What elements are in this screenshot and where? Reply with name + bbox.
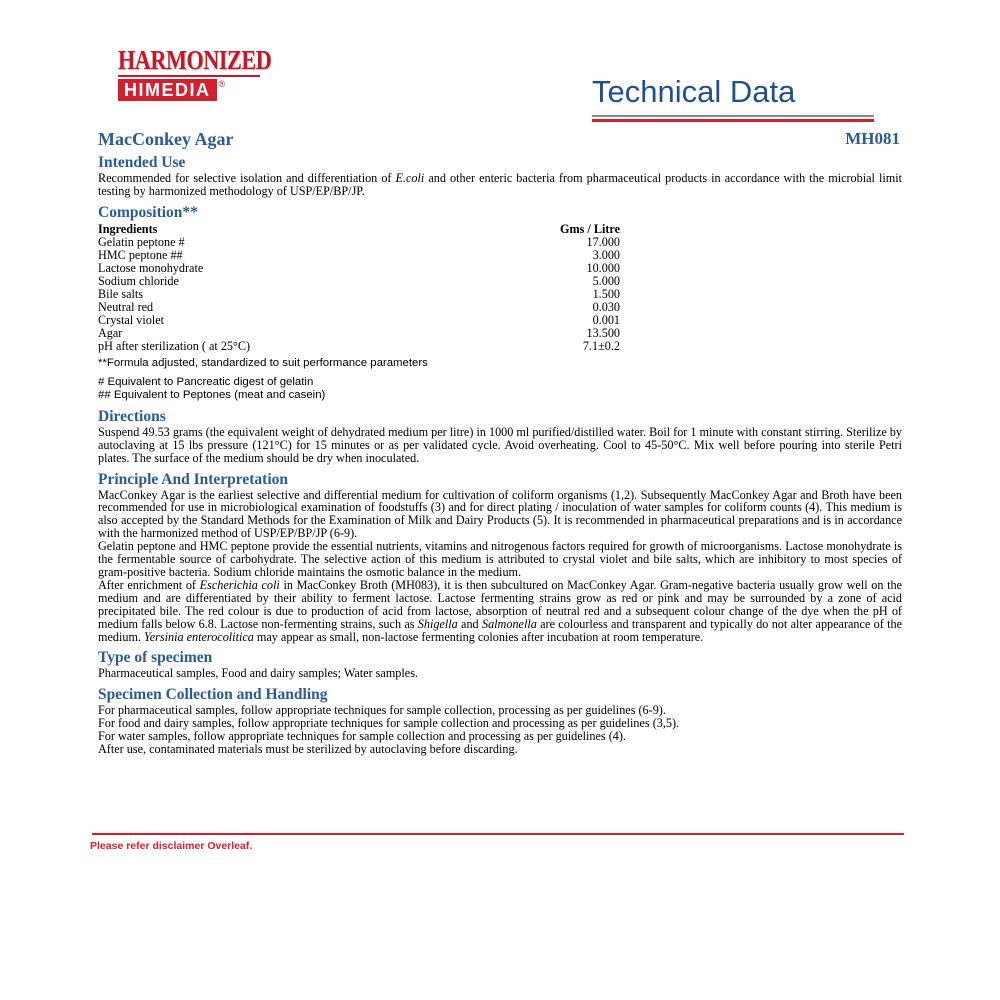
section-heading: Directions: [98, 407, 166, 425]
formula-note: **Formula adjusted, standardized to suit performance parameters: [98, 356, 428, 369]
header-rule-red: [592, 119, 874, 122]
principle-paragraph-3: After enrichment of Escherichia coli in MacConkey Broth (MH083), it is then subcultured on MacConkey Agar. Gram-negative bacteria usually grow well on the medium and are differentiated by their ability to ferment lactose. Lactose fermenting strains grow as red or pink and may be surrounded by a zone of acid precipitated bile. The red colour is due to production of acid from lactose, absorption of neutral red and a subsequent colour change of the dye when the pH of medium falls below 6.8. Lactose non-fermenting strains, such as Shigella and Salmonella are colourless and transparent and typically do not alter appearance of the medium. Yersinia enterocolitica may appear as small, non-lactose fermenting colonies after incubation at room temperature.: [98, 577, 902, 644]
product-code: MH081: [845, 129, 900, 148]
table-row: pH after sterilization ( at 25°C) 7.1±0.2: [98, 338, 620, 353]
collection-line-4: After use, contaminated materials must be sterilized by autoclaving before discarding.: [98, 742, 518, 757]
table-header-row: [98, 222, 620, 236]
section-heading: Composition**: [98, 203, 198, 221]
table-row: Crystal violet 0.001: [98, 312, 620, 327]
logo-brand-row: [118, 79, 278, 101]
section-heading: Type of specimen: [98, 649, 213, 667]
section-directions: [98, 407, 902, 465]
table-row: Sodium chloride 5.000: [98, 273, 620, 288]
product-name: MacConkey Agar: [98, 129, 234, 149]
registered-mark: ®: [218, 79, 226, 89]
collection-line-3: For water samples, follow appropriate techniques for sample collection and processing as per guidelines (4).: [98, 729, 626, 744]
principle-paragraph-1: MacConkey Agar is the earliest selective and differential medium for cultivation of coliform organisms (1,2). Subsequently MacConkey Agar and Broth have been recommended for use in microbiological examination of foodstuffs (3) and for direct plating / inoculation of water samples for coliform counts (4). This medium is also accepted by the Standard Methods for the Examination of Milk and Dairy Products (5). It is recommended in pharmaceutical preparations and is in accordance with the harmonized method of USP/EP/BP/JP (6-9).: [98, 487, 902, 541]
section-heading: Intended Use: [98, 154, 186, 171]
footnote-peptones: ## Equivalent to Peptones (meat and casein): [98, 388, 326, 401]
footer-rule: [92, 833, 904, 835]
section-heading: Specimen Collection and Handling: [98, 686, 328, 704]
header-rule-grey: [592, 115, 874, 117]
column-header-ingredients: Ingredients: [98, 221, 158, 236]
composition-table: [98, 222, 620, 353]
section-composition: [98, 203, 902, 402]
section-heading: Principle And Interpretation: [98, 470, 289, 488]
document-body: [98, 153, 902, 761]
column-header-amount: Gms / Litre: [559, 221, 620, 236]
footnote-gelatin: # Equivalent to Pancreatic digest of gelatin: [98, 375, 314, 388]
table-row: Neutral red 0.030: [98, 299, 620, 314]
collection-line-2: For food and dairy samples, follow appropriate techniques for sample collection and processing as per guidelines (3,5).: [98, 716, 680, 731]
table-row: HMC peptone ## 3.000: [98, 247, 620, 262]
table-row: Lactose monohydrate 10.000: [98, 260, 620, 275]
section-principle: [98, 470, 902, 644]
page-header-title: Technical Data: [592, 74, 796, 109]
principle-paragraph-2: Gelatin peptone and HMC peptone provide the essential nutrients, vitamins and nitrogenous factors required for growth of microorganisms. Lactose monohydrate is the fermentable source of carbohydrate. The selective action of this medium is attributed to crystal violet and bile salts, which are inhibitory to most species of gram-positive bacteria. Sodium chloride maintains the osmotic balance in the medium.: [98, 539, 902, 579]
directions-text: Suspend 49.53 grams (the equivalent weight of dehydrated medium per litre) in 1000 ml purified/distilled water. Boil for 1 minute with constant stirring. Sterilize by autoclaving at 15 lbs pressure (121°C) for 15 minutes or as per validated cycle. Avoid overheating. Cool to 45-50°C. Mix well before pouring into sterile Petri plates. The surface of the medium should be dry when inoculated.: [98, 424, 902, 465]
table-row: Bile salts 1.500: [98, 286, 620, 301]
section-intended-use: [98, 153, 902, 198]
table-row: Gelatin peptone # 17.000: [98, 234, 620, 249]
logo-harmonized-text: HARMONIZED: [118, 45, 272, 75]
collection-line-1: For pharmaceutical samples, follow appropriate techniques for sample collection, processing as per guidelines (6-9).: [98, 703, 666, 718]
intended-use-text: Recommended for selective isolation and differentiation of E.coli and other enteric bacteria from pharmaceutical products in accordance with the microbial limit testing by harmonized methodology of USP/EP/BP/JP.: [98, 171, 902, 198]
logo-himedia-text: HIMEDIA: [118, 79, 217, 101]
section-specimen-collection: [98, 685, 902, 756]
table-row: Agar 13.500: [98, 325, 620, 340]
logo-divider: [118, 75, 260, 77]
specimen-text: Pharmaceutical samples, Food and dairy samples; Water samples.: [98, 666, 418, 681]
himedia-logo: [118, 46, 278, 101]
disclaimer-note: Please refer disclaimer Overleaf.: [90, 840, 253, 852]
section-type-of-specimen: [98, 648, 902, 680]
